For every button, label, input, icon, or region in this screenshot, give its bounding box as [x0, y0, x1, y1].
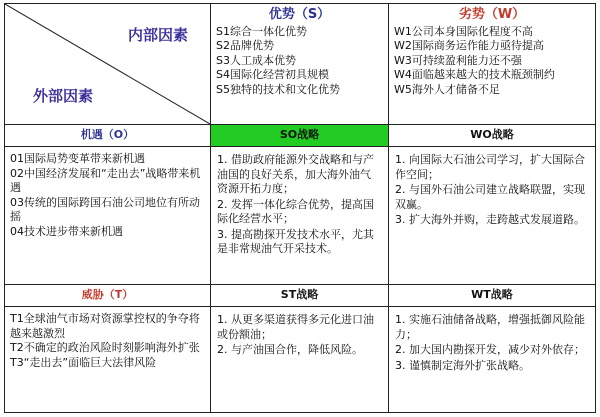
threat-item: T2不确定的政治风险时刻影响海外扩张 [10, 341, 200, 354]
strength-item: S4国际化经营初具规模 [216, 68, 329, 81]
opportunity-item: 01国际局势变革带来新机遇 [10, 152, 145, 165]
st-strategy-item: 2. 与产油国合作，降低风险。 [217, 343, 363, 356]
opportunity-item: 03传统的国际跨国石油公司地位有所动摇 [10, 195, 200, 223]
threats-title: 威胁（T） [5, 285, 211, 307]
so-strategy-list [211, 147, 388, 257]
st-strategy-list [211, 307, 388, 358]
wo-strategy-list [389, 147, 595, 228]
external-factors-label: 外部因素 [33, 87, 94, 105]
wo-strategy-title: WO战略 [389, 125, 596, 147]
wo-strategy-item: 2. 与国外石油公司建立战略联盟，实现双赢。 [395, 183, 585, 211]
swot-matrix [4, 3, 596, 413]
strengths-list [211, 23, 388, 98]
threat-item: T3“走出去”面临巨大法律风险 [10, 355, 157, 369]
wt-strategy-title: WT战略 [389, 285, 596, 307]
wt-strategy-item: 2. 加大国内勘探开发，减少对外依存； [395, 343, 585, 356]
wo-strategy-cell [389, 147, 596, 285]
wt-strategy-cell [389, 307, 596, 413]
st-strategy-item: 1. 从更多渠道获得多元化进口油或份额油； [217, 313, 374, 341]
strengths-title: 优势（S） [268, 7, 331, 22]
strength-item: S2品牌优势 [216, 39, 274, 52]
strengths-cell [211, 4, 389, 125]
opportunities-title: 机遇（O） [5, 125, 211, 147]
opportunity-item: 02中国经济发展和“走出去”战略带来机遇 [10, 166, 201, 194]
wt-strategy-item: 1. 实施石油储备战略，增强抵御风险能力； [395, 313, 585, 341]
row-threat-body [5, 307, 596, 413]
opportunities-list [5, 147, 210, 239]
weaknesses-list [389, 23, 595, 98]
weakness-item: W5海外人才储备不足 [394, 82, 500, 96]
weakness-item: W1公司本身国际化程度不高 [394, 24, 533, 38]
weaknesses-cell [389, 4, 596, 125]
so-strategy-item: 1. 借助政府能源外交战略和与产油国的良好关系，加大海外油气资源开拓力度； [217, 153, 374, 195]
weakness-item: W3可持续盈利能力还不强 [394, 53, 522, 67]
st-strategy-title: ST战略 [211, 285, 389, 307]
so-strategy-title: SO战略 [211, 125, 389, 147]
weaknesses-title: 劣势（W） [458, 7, 526, 22]
st-strategy-cell [211, 307, 389, 413]
threat-item: T1全球油气市场对资源掌控权的争夺将越来越激烈 [10, 312, 200, 340]
strength-item: S3人工成本优势 [216, 53, 296, 67]
wo-strategy-item: 1. 向国际大石油公司学习，扩大国际合作空间； [395, 153, 585, 181]
row-opportunity-body [5, 147, 596, 285]
so-strategy-cell [211, 147, 389, 285]
strength-item: S1综合一体化优势 [216, 24, 307, 38]
corner-diagonal [5, 4, 210, 124]
opportunities-cell [5, 147, 211, 285]
weakness-item: W4面临越来越大的技术瓶颈制约 [394, 68, 555, 81]
corner-cell [5, 4, 211, 125]
row-internal-factors [5, 4, 596, 125]
wt-strategy-item: 3. 谨慎制定海外扩张战略。 [395, 358, 530, 372]
weakness-item: W2国际商务运作能力亟待提高 [394, 39, 544, 52]
strength-item: S5独特的技术和文化优势 [216, 82, 340, 96]
wt-strategy-list [389, 307, 595, 373]
row-threat-headers [5, 285, 596, 307]
wo-strategy-item: 3. 扩大海外并购，走跨越式发展道路。 [395, 213, 585, 226]
so-strategy-item: 3. 提高勘探开发技术水平，尤其是非常规油气开采技术。 [217, 227, 374, 255]
opportunity-item: 04技术进步带来新机遇 [10, 224, 123, 238]
threats-cell [5, 307, 211, 413]
row-opportunity-headers [5, 125, 596, 147]
so-strategy-item: 2. 发挥一体化综合优势，提高国际化经营水平； [217, 197, 374, 225]
internal-factors-label: 内部因素 [127, 26, 188, 44]
threats-list [5, 307, 210, 370]
